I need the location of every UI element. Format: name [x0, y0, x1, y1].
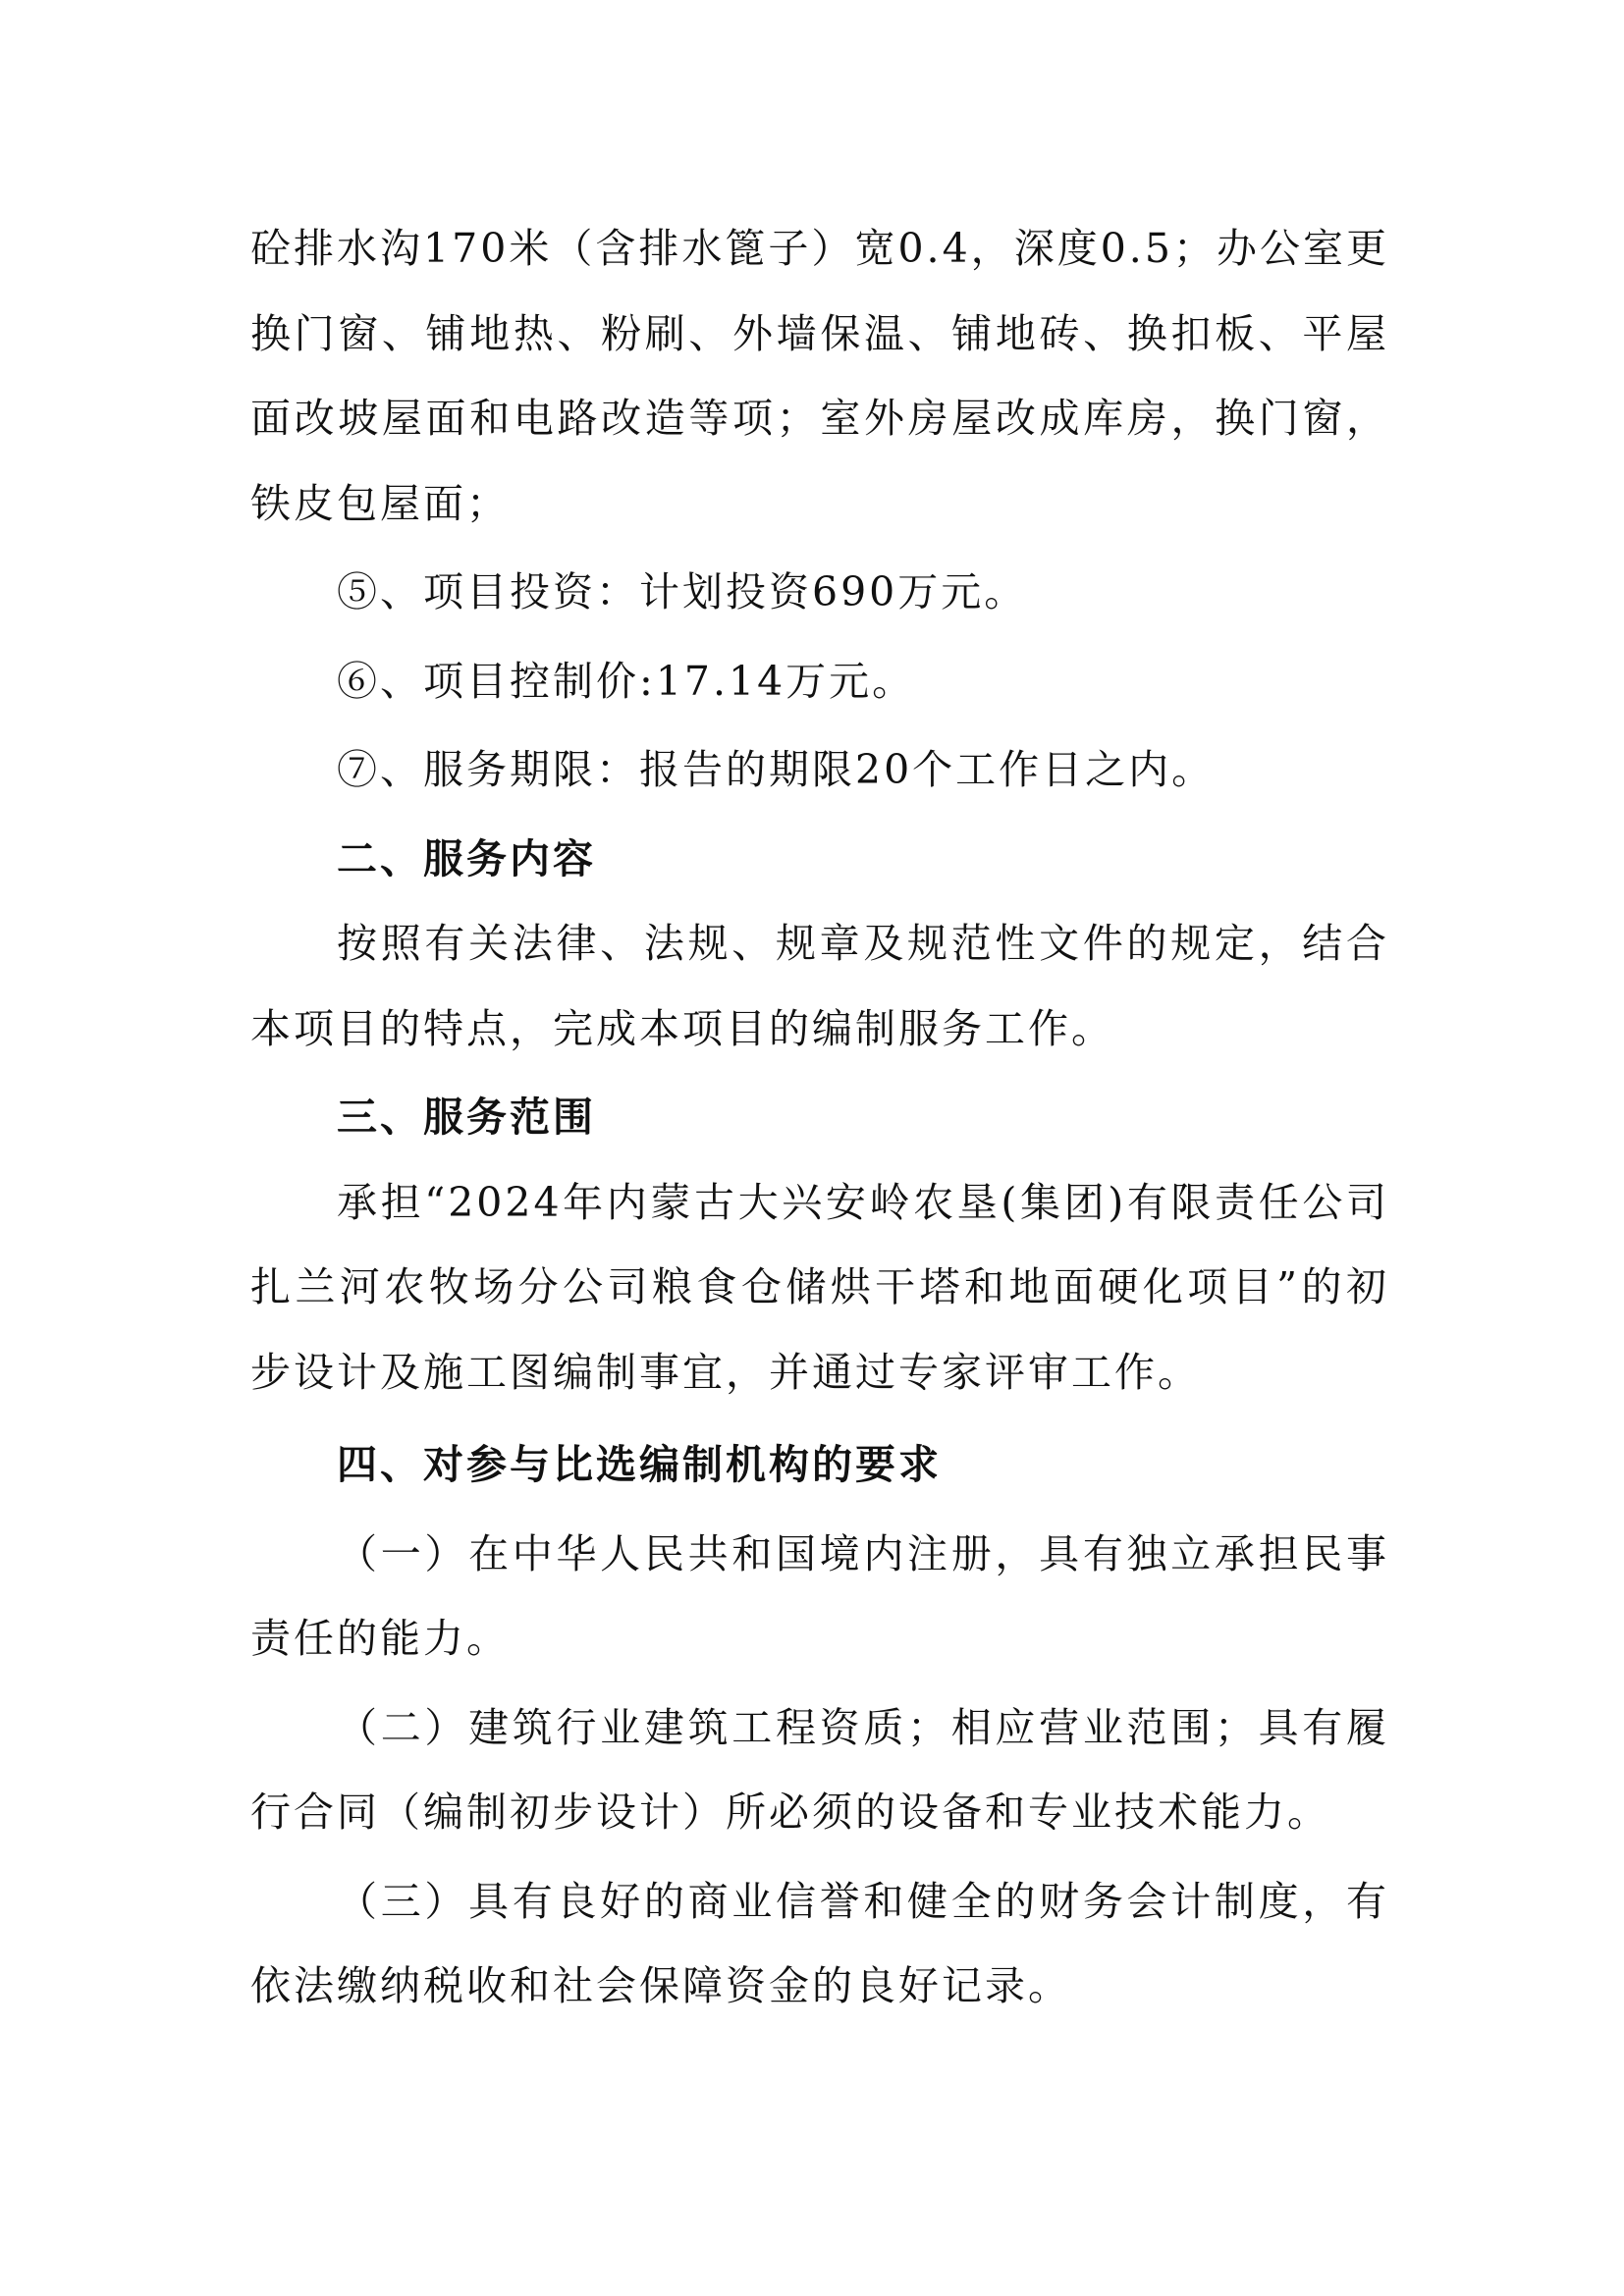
paragraph-requirement-1: （一）在中华人民共和国境内注册，具有独立承担民事责任的能力。 — [250, 1529, 1389, 1662]
paragraph-drainage-office-renovation: 砼排水沟170米（含排水篦子）宽0.4，深度0.5；办公室更换门窗、铺地热、粉刷、外墙保温、铺地砖、换扣板、平屋面改坡屋面和电路改造等项；室外房屋改成库房，换门窗，铁皮包屋面； — [250, 225, 1389, 527]
heading-bidder-requirements: 四、对参与比选编制机构的要求 — [337, 1441, 942, 1488]
paragraph-service-scope: 承担“2024年内蒙古大兴安岭农垦(集团)有限责任公司扎兰河农牧场分公司粮食仓储烘干塔和地面硬化项目”的初步设计及施工图编制事宜，并通过专家评审工作。 — [250, 1178, 1389, 1396]
paragraph-project-investment: ⑤、项目投资：计划投资690万元。 — [337, 568, 1028, 615]
heading-service-content: 二、服务内容 — [337, 834, 596, 882]
paragraph-requirement-3: （三）具有良好的商业信誉和健全的财务会计制度，有依法缴纳税收和社会保障资金的良好记录。 — [250, 1877, 1389, 2009]
paragraph-control-price: ⑥、项目控制价:17.14万元。 — [337, 657, 916, 705]
paragraph-requirement-2: （二）建筑行业建筑工程资质；相应营业范围；具有履行合同（编制初步设计）所必须的设备和专业技术能力。 — [250, 1703, 1389, 1836]
paragraph-service-content: 按照有关法律、法规、规章及规范性文件的规定，结合本项目的特点，完成本项目的编制服务工作。 — [250, 920, 1389, 1052]
heading-service-scope: 三、服务范围 — [337, 1094, 596, 1141]
paragraph-service-period: ⑦、服务期限：报告的期限20个工作日之内。 — [337, 746, 1216, 793]
document-body — [250, 206, 1389, 2029]
